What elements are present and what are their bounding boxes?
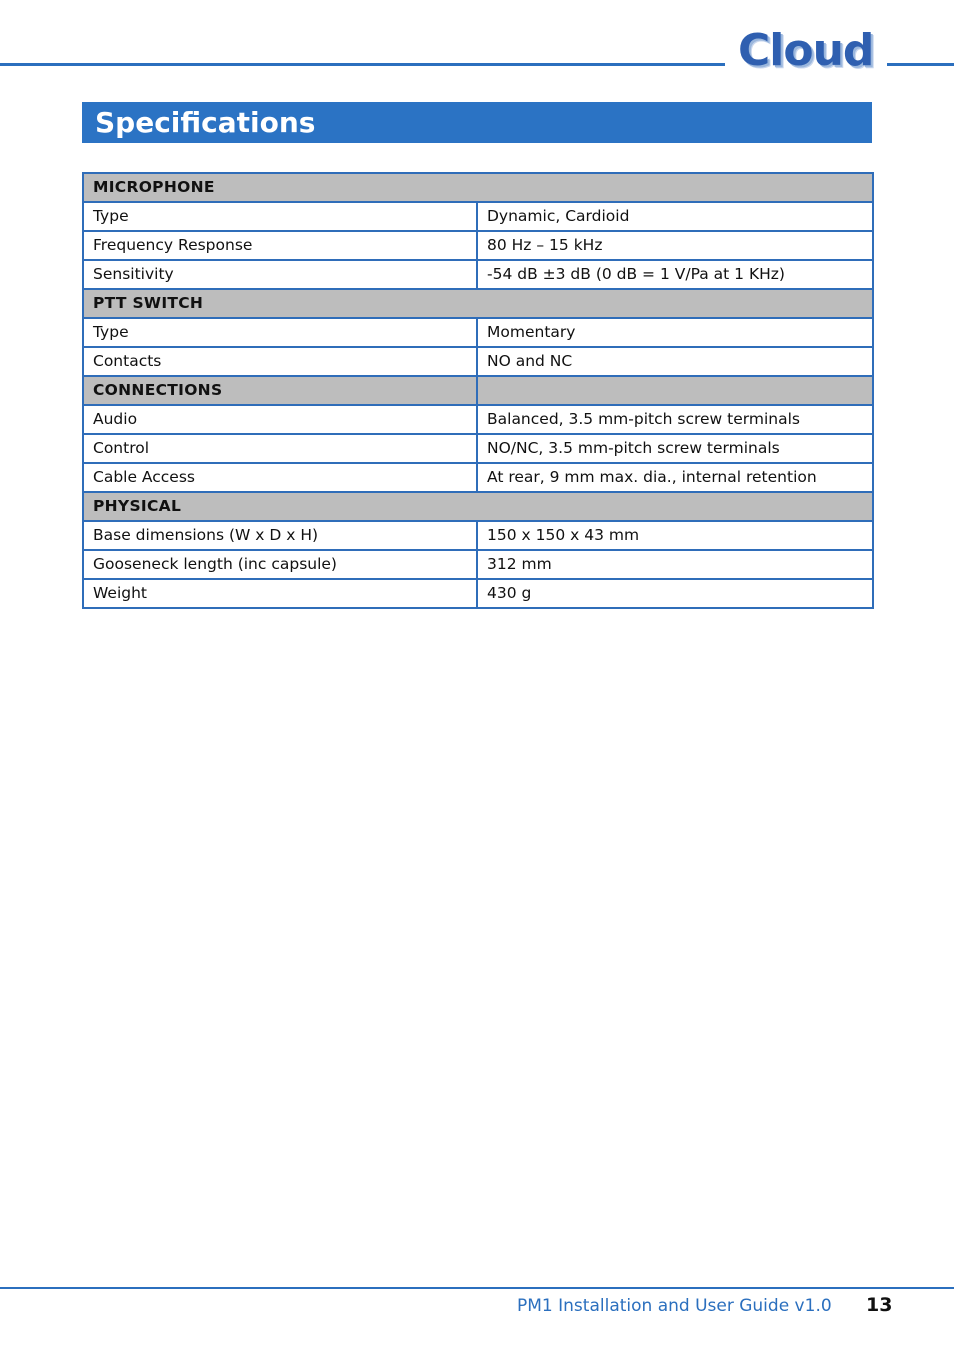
spec-value: Balanced, 3.5 mm-pitch screw terminals <box>477 405 873 434</box>
spec-label: Base dimensions (W x D x H) <box>83 521 477 550</box>
table-row <box>83 231 873 260</box>
spec-label: Audio <box>83 405 477 434</box>
spec-label: Cable Access <box>83 463 477 492</box>
table-row <box>83 260 873 289</box>
footer-rule <box>0 1287 954 1289</box>
table-row <box>83 202 873 231</box>
spec-value: 430 g <box>477 579 873 608</box>
spec-value: At rear, 9 mm max. dia., internal retention <box>477 463 873 492</box>
section-heading: MICROPHONE <box>83 173 873 202</box>
spec-label: Control <box>83 434 477 463</box>
spec-label: Weight <box>83 579 477 608</box>
spec-label: Gooseneck length (inc capsule) <box>83 550 477 579</box>
spec-label: Frequency Response <box>83 231 477 260</box>
section-heading: CONNECTIONS <box>83 376 477 405</box>
table-row <box>83 405 873 434</box>
spec-value: 150 x 150 x 43 mm <box>477 521 873 550</box>
spec-label: Contacts <box>83 347 477 376</box>
spec-value: -54 dB ±3 dB (0 dB = 1 V/Pa at 1 KHz) <box>477 260 873 289</box>
table-row <box>83 521 873 550</box>
table-row <box>83 579 873 608</box>
section-heading: PTT SWITCH <box>83 289 873 318</box>
table-row <box>83 463 873 492</box>
section-header-microphone <box>83 173 873 202</box>
section-header-ptt-switch <box>83 289 873 318</box>
spec-label: Sensitivity <box>83 260 477 289</box>
specifications-table <box>82 172 874 609</box>
page-number: 13 <box>866 1294 893 1316</box>
page-title: Specifications <box>95 106 316 139</box>
section-heading: PHYSICAL <box>83 492 873 521</box>
footer-guide-title: PM1 Installation and User Guide v1.0 <box>517 1296 832 1316</box>
section-header-connections <box>83 376 873 405</box>
spec-value: Dynamic, Cardioid <box>477 202 873 231</box>
cloud-logo: Cloud <box>738 25 874 76</box>
spec-value: Momentary <box>477 318 873 347</box>
spec-value: 80 Hz – 15 kHz <box>477 231 873 260</box>
spec-label: Type <box>83 318 477 347</box>
header-rule-left <box>0 63 725 66</box>
spec-value: NO and NC <box>477 347 873 376</box>
table-row <box>83 550 873 579</box>
header-rule-right <box>887 63 954 66</box>
spec-value: 312 mm <box>477 550 873 579</box>
table-row <box>83 347 873 376</box>
table-row <box>83 318 873 347</box>
section-header-physical <box>83 492 873 521</box>
spec-label: Type <box>83 202 477 231</box>
spec-value: NO/NC, 3.5 mm-pitch screw terminals <box>477 434 873 463</box>
section-heading-empty <box>477 376 873 405</box>
title-bar <box>82 102 872 143</box>
table-row <box>83 434 873 463</box>
